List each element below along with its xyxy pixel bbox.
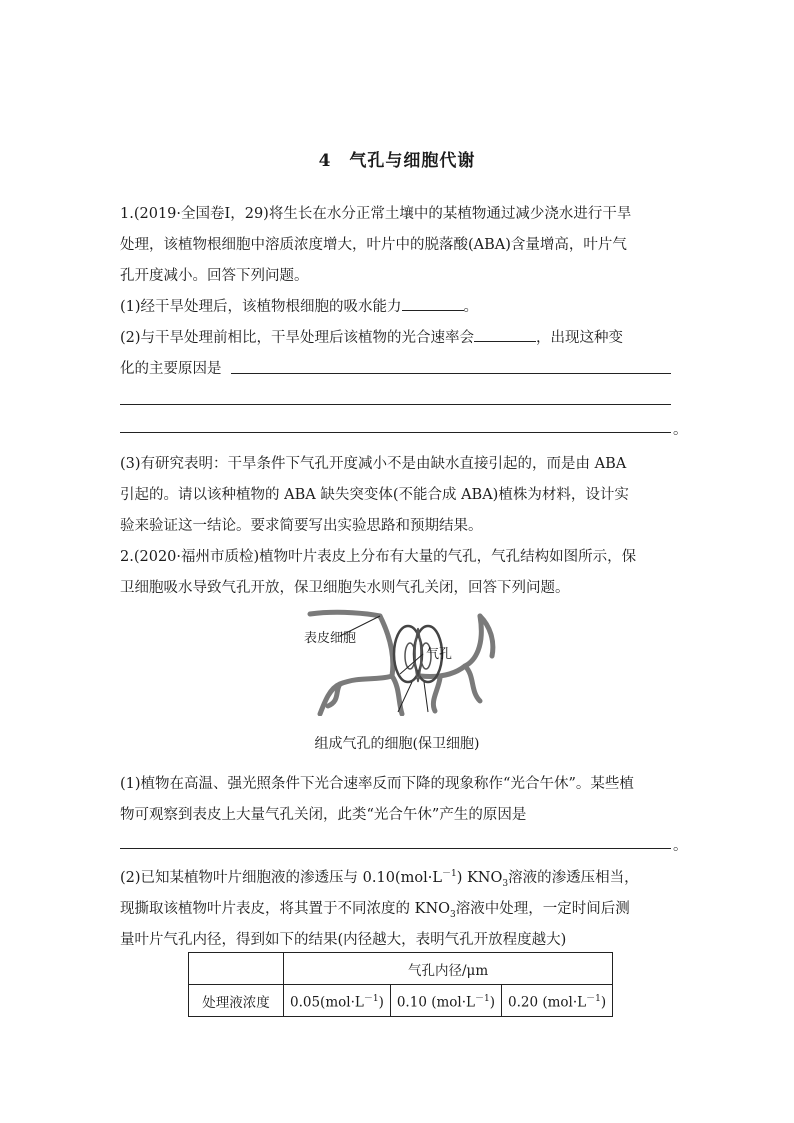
q1-part1-end: 。 — [463, 299, 479, 315]
label-epidermis-cell: 表皮细胞 — [304, 631, 357, 646]
superscript-neg1: －1 — [441, 869, 457, 880]
q1-answer-rule-1[interactable] — [231, 373, 671, 374]
q1-part1-text: (1)经干旱处理后，该植物根细胞的吸水能力 — [120, 299, 402, 315]
q1-answer-rule-3[interactable] — [120, 432, 671, 433]
q2-part2-line3: 量叶片气孔内径，得到如下的结果(内径越大，表明气孔开放程度越大) — [120, 932, 567, 948]
q1-answer-rule-2[interactable] — [120, 404, 671, 405]
table-header-cell: 气孔内径/μm — [284, 953, 613, 985]
figure-caption: 组成气孔的细胞(保卫细胞) — [314, 736, 480, 752]
q2-part2-text-d: 现撕取该植物叶片表皮，将其置于不同浓度的 KNO — [120, 901, 451, 917]
superscript-neg1: －1 — [474, 993, 490, 1004]
q1-part1-blank[interactable] — [402, 296, 464, 311]
label-stoma: 气孔 — [426, 647, 453, 662]
cell-close: ) — [489, 994, 495, 1011]
cell-close: ) — [378, 994, 384, 1011]
stoma-figure — [280, 606, 520, 716]
table-row — [189, 953, 613, 985]
q2-part2-text-b: ) KNO — [456, 870, 503, 886]
q1-part2-text-c: 化的主要原因是 — [120, 361, 222, 377]
q2-stem-line1: 2.(2020·福州市质检)植物叶片表皮上分布有大量的气孔，气孔结构如图所示，保 — [120, 549, 637, 565]
q1-stem-line2: 处理，该植物根细胞中溶质浓度增大，叶片中的脱落酸(ABA)含量增高，叶片气 — [120, 237, 627, 253]
results-table — [188, 952, 613, 1017]
table-cell — [284, 985, 391, 1017]
table-cell — [501, 985, 612, 1017]
q1-part3-line1: (3)有研究表明：干旱条件下气孔开度减小不是由缺水直接引起的，而是由 ABA — [120, 456, 627, 472]
q2-part2-text-e: 溶液中处理，一定时间后测 — [455, 901, 630, 917]
q1-part3-line2: 引起的。请以该种植物的 ABA 缺失突变体(不能合成 ABA)植株为材料，设计实 — [120, 487, 629, 503]
page-title: 4 气孔与细胞代谢 — [318, 151, 476, 171]
q1-part2-end: 。 — [673, 422, 688, 438]
q1-part1 — [120, 295, 680, 316]
superscript-neg1: －1 — [586, 993, 601, 1004]
q1-part2-text-b: ，出现这种变 — [536, 330, 624, 346]
cell-text: 0.20 (mol·L — [507, 994, 587, 1011]
q1-stem-line1: 1.(2019·全国卷Ⅰ，29)将生长在水分正常土壤中的某植物通过减少浇水进行干旱 — [120, 206, 632, 222]
q2-answer-rule[interactable] — [120, 848, 671, 849]
q2-part2-text-c: 溶液的渗透压相当， — [508, 870, 639, 886]
q1-stem-line3: 孔开度减小。回答下列问题。 — [120, 268, 309, 284]
table-cell — [390, 985, 501, 1017]
superscript-neg1: －1 — [363, 993, 379, 1004]
table-row-label: 处理液浓度 — [189, 985, 284, 1017]
q1-part2-line2 — [120, 357, 680, 378]
q2-part2-line2 — [120, 897, 680, 920]
q2-stem-line2: 卫细胞吸水导致气孔开放，保卫细胞失水则气孔关闭，回答下列问题。 — [120, 580, 570, 596]
subscript-3: 3 — [502, 878, 509, 889]
q2-part2-line1 — [120, 866, 680, 889]
table-row — [189, 985, 613, 1017]
cell-text: 0.05(mol·L — [290, 994, 364, 1011]
cell-text: 0.10 (mol·L — [396, 994, 475, 1011]
q1-part3-line3: 验来验证这一结论。要求简要写出实验思路和预期结果。 — [120, 518, 483, 534]
q1-part2-text-a: (2)与干旱处理前相比，干旱处理后该植物的光合速率会 — [120, 330, 475, 346]
q1-part2-blank[interactable] — [474, 327, 536, 342]
subscript-3: 3 — [450, 909, 456, 920]
q2-part1-line1: (1)植物在高温、强光照条件下光合速率反而下降的现象称作“光合午休”。某些植 — [120, 776, 634, 792]
q2-part1-end: 。 — [673, 838, 688, 854]
q2-part1-line2: 物可观察到表皮上大量气孔关闭，此类“光合午休”产生的原因是 — [120, 807, 527, 823]
stoma-diagram — [280, 606, 520, 716]
cell-close: ) — [600, 994, 607, 1011]
q1-part2 — [120, 326, 680, 347]
table-corner-cell — [189, 953, 284, 985]
q2-part2-text-a: (2)已知某植物叶片细胞液的渗透压与 0.10(mol·L — [120, 870, 442, 886]
